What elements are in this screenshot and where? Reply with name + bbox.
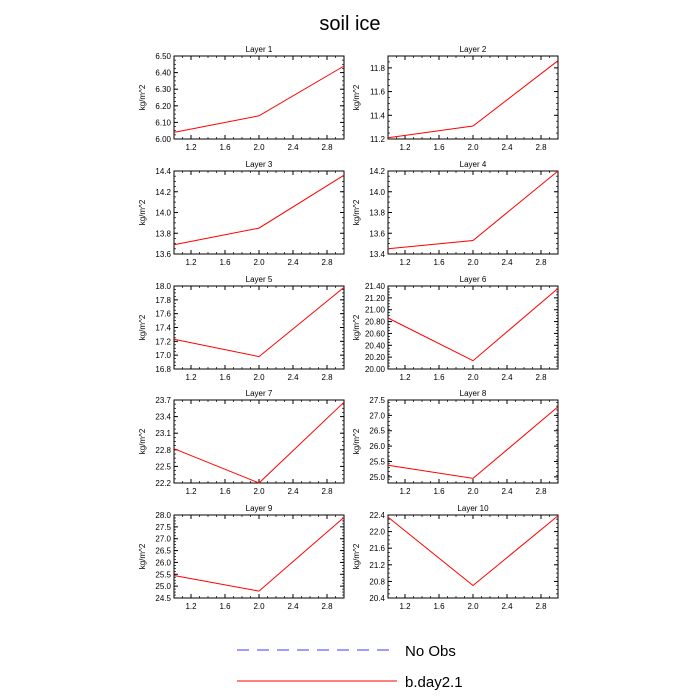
y-tick-label: 13.6 (155, 250, 171, 259)
y-axis-label: kg/m^2 (352, 199, 361, 226)
x-tick-label: 1.6 (219, 602, 231, 611)
panel-title: Layer 10 (457, 504, 489, 513)
panel-title: Layer 6 (459, 275, 487, 284)
x-tick-label: 2.4 (501, 143, 513, 152)
series-line (174, 402, 344, 483)
y-axis-label: kg/m^2 (138, 199, 147, 226)
y-tick-label: 25.5 (369, 457, 385, 467)
panel-1 (138, 45, 344, 152)
y-tick-label: 11.6 (370, 87, 385, 97)
y-tick-label: 26.5 (155, 546, 171, 556)
series-line (388, 407, 558, 479)
x-tick-label: 2.8 (535, 143, 547, 152)
y-tick-label: 14.0 (155, 208, 171, 218)
x-tick-label: 2.4 (501, 373, 513, 382)
x-tick-label: 1.6 (433, 258, 445, 267)
series-line (388, 171, 558, 249)
x-tick-label: 2.8 (535, 487, 547, 496)
panels-group (138, 45, 558, 611)
x-tick-label: 2.0 (253, 487, 265, 496)
y-tick-label: 6.40 (155, 68, 171, 78)
y-axis-label: kg/m^2 (352, 314, 361, 341)
panel-title: Layer 1 (245, 45, 273, 54)
x-tick-label: 2.0 (253, 258, 265, 267)
y-tick-label: 26.5 (369, 426, 385, 436)
x-tick-label: 2.0 (467, 143, 479, 152)
x-tick-label: 1.2 (185, 143, 197, 152)
x-tick-label: 1.6 (219, 373, 231, 382)
panel-frame (174, 515, 344, 598)
y-tick-label: 28.0 (155, 511, 171, 520)
y-tick-label: 23.4 (155, 412, 171, 422)
panel-frame (388, 400, 558, 483)
x-tick-label: 2.0 (253, 373, 265, 382)
y-tick-label: 20.80 (364, 317, 385, 327)
x-tick-label: 1.6 (219, 143, 231, 152)
y-tick-label: 22.8 (155, 445, 171, 455)
x-tick-label: 2.8 (321, 258, 333, 267)
x-tick-label: 1.2 (399, 373, 411, 382)
x-tick-label: 1.6 (219, 487, 231, 496)
series-line (388, 61, 558, 138)
y-tick-label: 20.4 (369, 594, 385, 603)
panel-8 (352, 389, 558, 496)
x-tick-label: 1.2 (185, 373, 197, 382)
series-line (174, 175, 344, 245)
y-tick-label: 17.6 (155, 309, 171, 319)
x-tick-label: 2.4 (501, 258, 513, 267)
x-tick-label: 1.6 (433, 487, 445, 496)
x-tick-label: 1.2 (185, 602, 197, 611)
y-tick-label: 22.0 (369, 527, 385, 537)
y-tick-label: 13.8 (369, 208, 385, 218)
y-tick-label: 21.2 (369, 560, 385, 570)
y-tick-label: 27.0 (155, 534, 171, 544)
y-tick-label: 26.0 (155, 558, 171, 568)
x-tick-label: 1.6 (433, 373, 445, 382)
x-tick-label: 1.2 (399, 143, 411, 152)
x-tick-label: 1.2 (399, 602, 411, 611)
y-tick-label: 20.40 (364, 341, 385, 351)
x-tick-label: 2.0 (253, 602, 265, 611)
y-tick-label: 24.5 (155, 594, 171, 603)
panel-9 (138, 504, 344, 611)
x-tick-label: 2.4 (287, 487, 299, 496)
y-tick-label: 20.20 (364, 353, 385, 363)
y-tick-label: 21.6 (369, 544, 385, 554)
panel-2 (352, 45, 558, 152)
series-line (174, 517, 344, 591)
x-tick-label: 2.8 (321, 143, 333, 152)
panel-frame (174, 56, 344, 139)
legend (237, 643, 463, 691)
series-line (388, 288, 558, 360)
legend-bday-label: b.day2.1 (405, 674, 463, 691)
y-tick-label: 17.2 (155, 337, 171, 347)
x-tick-label: 2.4 (287, 373, 299, 382)
series-line (174, 287, 344, 356)
panel-3 (138, 160, 344, 267)
y-axis-label: kg/m^2 (352, 428, 361, 455)
x-tick-label: 2.8 (535, 602, 547, 611)
x-tick-label: 2.0 (467, 602, 479, 611)
x-tick-label: 1.2 (399, 487, 411, 496)
panel-title: Layer 3 (245, 160, 273, 169)
x-tick-label: 2.8 (321, 487, 333, 496)
y-tick-label: 6.50 (155, 52, 171, 61)
y-tick-label: 21.00 (364, 305, 385, 315)
panel-7 (138, 389, 344, 496)
x-tick-label: 1.2 (399, 258, 411, 267)
y-axis-label: kg/m^2 (138, 314, 147, 341)
y-tick-label: 16.8 (155, 365, 171, 374)
panel-frame (388, 286, 558, 369)
y-tick-label: 17.0 (155, 351, 171, 361)
y-axis-label: kg/m^2 (352, 543, 361, 570)
y-tick-label: 20.60 (364, 329, 385, 339)
panel-10 (352, 504, 558, 611)
y-tick-label: 13.4 (369, 250, 385, 259)
x-tick-label: 2.8 (535, 373, 547, 382)
y-tick-label: 13.8 (155, 229, 171, 239)
x-tick-label: 1.2 (185, 258, 197, 267)
y-tick-label: 11.8 (370, 63, 385, 73)
series-line (174, 66, 344, 132)
x-tick-label: 2.4 (287, 602, 299, 611)
x-tick-label: 2.0 (467, 373, 479, 382)
y-axis-label: kg/m^2 (352, 84, 361, 111)
y-tick-label: 23.1 (155, 429, 171, 439)
x-tick-label: 1.6 (433, 602, 445, 611)
x-tick-label: 2.8 (321, 373, 333, 382)
x-tick-label: 2.4 (287, 143, 299, 152)
y-tick-label: 25.0 (369, 472, 385, 482)
y-tick-label: 26.0 (369, 442, 385, 452)
x-tick-label: 2.0 (467, 487, 479, 496)
y-tick-label: 6.30 (155, 85, 171, 95)
y-tick-label: 27.5 (369, 396, 385, 405)
y-tick-label: 21.40 (364, 282, 385, 291)
panel-title: Layer 7 (245, 389, 273, 398)
panel-title: Layer 5 (245, 275, 273, 284)
y-tick-label: 14.2 (155, 187, 171, 197)
y-tick-label: 6.10 (155, 118, 171, 128)
x-tick-label: 1.2 (185, 487, 197, 496)
x-tick-label: 2.4 (287, 258, 299, 267)
panel-frame (174, 171, 344, 254)
series-line (388, 516, 558, 586)
panel-frame (388, 56, 558, 139)
y-tick-label: 25.0 (155, 582, 171, 592)
y-tick-label: 13.6 (369, 229, 385, 239)
y-tick-label: 25.5 (155, 570, 171, 580)
y-tick-label: 11.2 (370, 135, 385, 144)
y-tick-label: 17.4 (155, 323, 171, 333)
x-tick-label: 1.6 (219, 258, 231, 267)
y-tick-label: 6.20 (155, 101, 171, 111)
y-tick-label: 27.5 (155, 522, 171, 532)
y-tick-label: 20.00 (364, 365, 385, 374)
panel-title: Layer 2 (459, 45, 487, 54)
y-tick-label: 6.00 (155, 135, 171, 144)
x-tick-label: 2.8 (535, 258, 547, 267)
x-tick-label: 2.8 (321, 602, 333, 611)
x-tick-label: 2.0 (467, 258, 479, 267)
y-tick-label: 11.4 (370, 111, 385, 121)
y-tick-label: 22.5 (155, 462, 171, 472)
legend-no-obs-label: No Obs (405, 643, 456, 660)
panel-4 (352, 160, 558, 267)
y-tick-label: 20.8 (369, 577, 385, 587)
x-tick-label: 2.0 (253, 143, 265, 152)
y-tick-label: 14.2 (369, 167, 385, 176)
y-tick-label: 22.4 (369, 511, 385, 520)
panel-6 (352, 275, 558, 382)
y-tick-label: 22.2 (155, 479, 171, 488)
y-tick-label: 23.7 (155, 396, 171, 405)
y-axis-label: kg/m^2 (138, 428, 147, 455)
y-tick-label: 18.0 (155, 282, 171, 291)
y-axis-label: kg/m^2 (138, 543, 147, 570)
y-tick-label: 14.0 (369, 187, 385, 197)
y-tick-label: 17.8 (155, 295, 171, 305)
panel-frame (174, 400, 344, 483)
panel-title: Layer 9 (245, 504, 273, 513)
x-tick-label: 1.6 (433, 143, 445, 152)
panel-frame (388, 171, 558, 254)
x-tick-label: 2.4 (501, 602, 513, 611)
y-tick-label: 14.4 (155, 167, 171, 176)
y-axis-label: kg/m^2 (138, 84, 147, 111)
x-tick-label: 2.4 (501, 487, 513, 496)
y-tick-label: 21.20 (364, 293, 385, 303)
y-tick-label: 27.0 (369, 411, 385, 421)
panel-title: Layer 8 (459, 389, 487, 398)
figure-title: soil ice (319, 13, 381, 35)
panel-title: Layer 4 (459, 160, 487, 169)
panel-5 (138, 275, 344, 382)
